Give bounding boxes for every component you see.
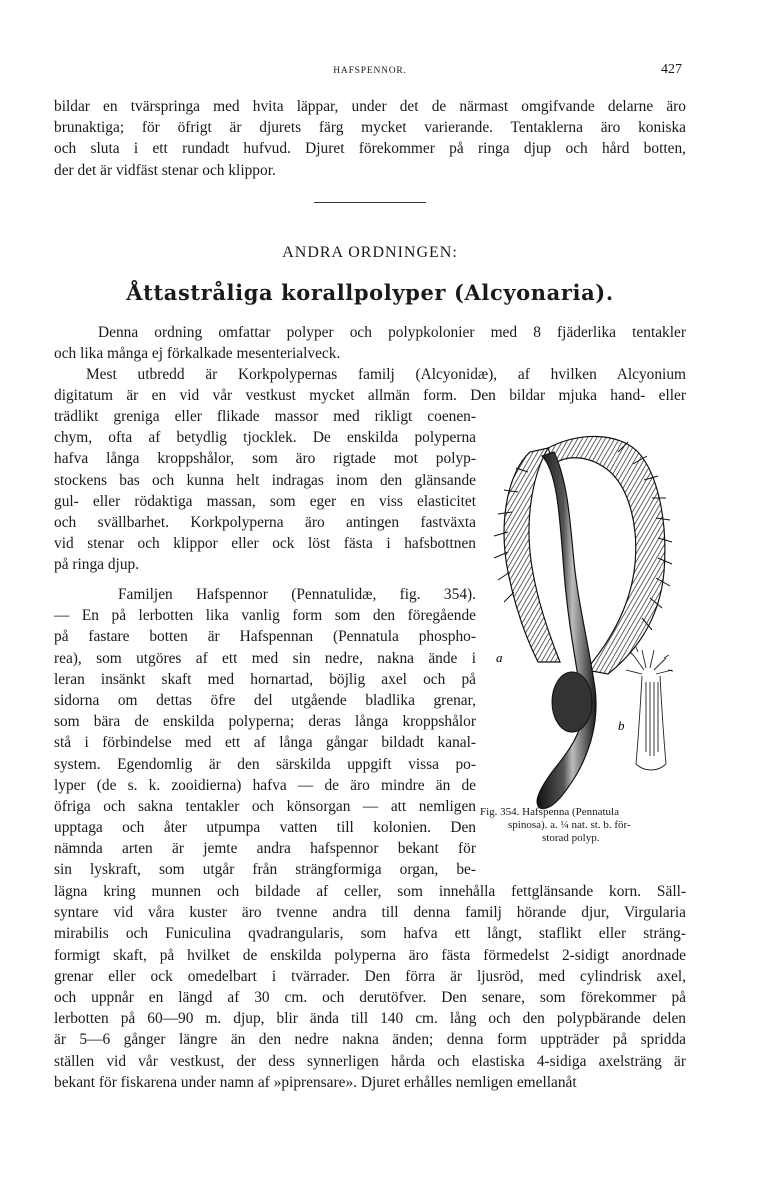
text-line: öfriga och sakna tentakler och könsorgan — att nemligen [54,797,476,815]
paragraph-intro [54,96,686,181]
text-line: och svällbarhet. Korkpolyperna äro antingen fastväxta [54,513,476,531]
paragraph-pennatulidae [54,584,476,881]
text-line: Familjen Hafspennor (Pennatulidæ, fig. 354). [118,586,476,603]
text-line: stockens bas och kunna helt indragas inom den glänsande [54,471,476,489]
text-line: mirabilis och Funiculina qvadrangularis, som hafva ett långt, staflikt eller sträng- [54,925,686,943]
text-line: lägna kring munnen och bildade af celler, som innehålla fettglänsande korn. Säll- [54,883,686,900]
text-line: bildar en tvärspringa med hvita läppar, under det de närmast omgifvande delarne äro [54,98,686,115]
caption-line-1: Fig. 354. Hafspenna (Pennatula [480,806,619,818]
text-line: som bära de enskilda polyperna; deras långa kroppshålor [54,713,476,731]
figure-sea-pen [468,412,704,812]
text-line: — En på lerbotten lika vanlig form som den föregående [54,607,476,625]
text-line: nämnda arten är jemte andra hafspennor bekant för [54,840,476,858]
running-head: HAFSPENNOR. [333,66,407,76]
text-line: brunaktiga; för öfrigt är djurets färg mycket varierande. Tentaklerna äro koniska [54,119,686,137]
text-line: vid stenar och klippor eller ock löst fästa i hafsbottnen [54,535,476,553]
paragraph-alcyonidae [54,364,686,406]
text-line: och sluta i ett rundadt hufvud. Djuret förekommer på ringa djup och hård botten, [54,140,686,158]
text-line: formigt skaft, på hvilket de enskilda polyperna äro fästa förmedelst 2-sidigt anordnade [54,946,686,964]
enlarged-polyp [626,647,673,770]
text-line: och lika många ej förkalkade mesenterialveck. [54,345,341,363]
text-line: system. Egendomlig är den särskilda uppgift vissa po- [54,755,476,773]
caption-line-3: storad polyp. [542,832,600,844]
order-title: ANDRA ORDNINGEN: [282,244,458,261]
section-title: Åttastråliga korallpolyper (Alcyonaria). [126,280,614,305]
page-header [54,62,686,84]
page-number: 427 [661,62,682,77]
text-line: trädlikt greniga eller flikade massor med rikligt coenen- [54,408,476,425]
text-line: och uppnår en längd af 30 cm. och derutöfver. Den senare, som förekommer på [54,988,686,1006]
text-line: sidorna om dettas öfre del utgående bladlika grenar, [54,691,476,709]
text-line: der det är vidfäst stenar och klippor. [54,161,276,179]
text-line: Denna ordning omfattar polyper och polypkolonier med 8 fjäderlika tentakler [98,324,686,341]
text-line: gul- eller rödaktiga massan, som eger en viss elasticitet [54,492,476,510]
text-line: sin lyskraft, som utgår från strängformiga organ, be- [54,861,476,879]
sea-pen-illustration [468,412,704,812]
caption-line-2: spinosa). a. ¼ nat. st. b. för- [508,819,631,831]
text-line: hafva långa kroppshålor, som äro rigtade mot polyp- [54,450,476,468]
text-line: stå i förbindelse med ett af långa gångar bildadt kanal- [54,734,476,752]
text-line: Mest utbredd är Korkpolypernas familj (Alcyonidæ), af hvilken Alcyonium [86,366,686,383]
text-line: på ringa djup. [54,556,140,574]
text-line: på fastare botten är Hafspennan (Pennatula phospho- [54,628,476,646]
paragraph-alcyonidae-cont [54,406,476,576]
text-line: bekant för fiskarena under namn af »piprensare». Djuret erhålles nemligen emellanåt [54,1073,577,1091]
text-line: upptaga och åter utpumpa vatten till kolonien. Den [54,819,476,837]
section-divider [314,202,426,203]
figure-label-b: b [618,718,625,733]
figure-label-a: a [496,650,503,665]
text-line: är 5—6 gånger längre än den nedre nakna änden; denna form uppträder på spridda [54,1031,686,1049]
text-line: rea), som utgöres af ett med sin nedre, nakna ände i [54,649,476,667]
text-line: lyper (de s. k. zooidierna) hafva — de äro mindre än de [54,776,476,794]
text-line: grenar eller ock omedelbart i tvärrader. Den förra är ljusröd, med cylindrisk axel, [54,967,686,985]
text-line: leran insänkt skaft med hornartad, böjlig axel och på [54,670,476,688]
figure-caption [480,806,706,845]
text-line: syntare vid våra kuster äro tvenne andra till denna familj hörande djur, Virgularia [54,904,686,922]
text-line: digitatum är en vid vår vestkust mycket allmän form. Den bildar mjuka hand- eller [54,387,686,405]
text-line: ställen vid vår vestkust, der dess synnerligen hårda och elastiska 4-sidiga axelsträng är [54,1052,686,1070]
sea-pen-bulb [552,672,592,732]
text-line: chym, ofta af betydlig tjocklek. De enskilda polyperna [54,429,476,447]
paragraph-pennatulidae-cont [54,881,686,1093]
text-line: lerbotten på 60—90 m. djup, blir ända till 140 cm. lång och den polypbärande delen [54,1010,686,1028]
paragraph-order-description [54,322,686,364]
